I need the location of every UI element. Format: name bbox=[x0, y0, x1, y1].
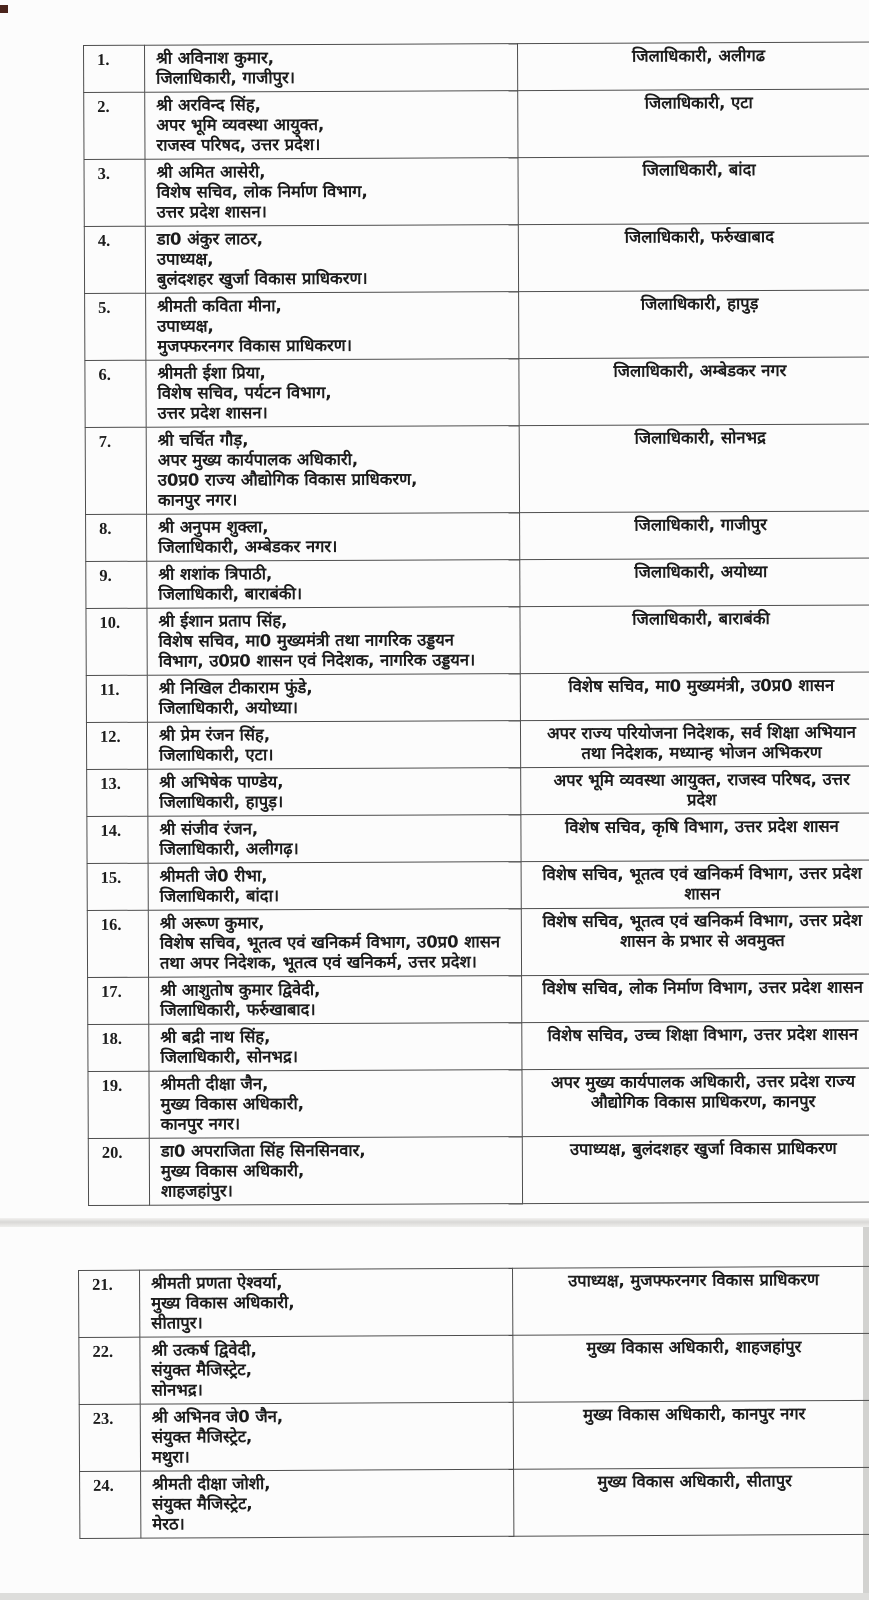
current-post-line: श्री अभिषेक पाण्डेय, bbox=[159, 772, 284, 792]
table-row bbox=[79, 1400, 869, 1471]
current-post-line: मथुरा। bbox=[151, 1447, 190, 1467]
current-post-line: उ0प्र0 राज्य औद्योगिक विकास प्राधिकरण, bbox=[157, 469, 418, 490]
table-row bbox=[84, 156, 869, 226]
current-post-line: श्री अविनाश कुमार, bbox=[156, 48, 275, 68]
current-post-line: जिलाधिकारी, सोनभद्र। bbox=[160, 1047, 299, 1067]
officer-name-and-current-post bbox=[148, 909, 521, 978]
current-post-line: श्री चर्चित गौड़, bbox=[157, 430, 249, 450]
current-post-line: कानपुर नगर। bbox=[157, 490, 238, 510]
table-row bbox=[88, 974, 869, 1024]
new-posting: विशेष सचिव, लोक निर्माण विभाग, उत्तर प्रदेश शासन bbox=[522, 974, 869, 1023]
table-row bbox=[88, 1021, 869, 1071]
current-post-line: जिलाधिकारी, गाजीपुर। bbox=[156, 68, 296, 88]
page-seam-divider bbox=[0, 1218, 869, 1227]
table-row bbox=[87, 907, 869, 977]
current-post-line: विशेष सचिव, लोक निर्माण विभाग, bbox=[156, 181, 368, 202]
transfer-table-page1 bbox=[83, 42, 869, 1206]
current-post-line: डा0 अपराजिता सिंह सिनसिनवार, bbox=[160, 1140, 366, 1161]
row-serial-number: 10. bbox=[86, 608, 147, 675]
table-row bbox=[79, 1266, 869, 1337]
current-post-line: श्री प्रेम रंजन सिंह, bbox=[158, 725, 271, 745]
current-post-line: अपर मुख्य कार्यपालक अधिकारी, bbox=[157, 449, 359, 470]
table-row bbox=[88, 1135, 869, 1205]
current-post-line: मुजफ्फरनगर विकास प्राधिकरण। bbox=[157, 335, 352, 356]
current-post-line: विशेष सचिव, मा0 मुख्यमंत्री तथा नागरिक उड्डयन bbox=[158, 630, 454, 651]
current-post-line: कानपुर नगर। bbox=[160, 1114, 241, 1134]
officer-name-and-current-post bbox=[146, 292, 519, 361]
new-posting: उपाध्यक्ष, बुलंदशहर खुर्जा विकास प्राधिकरण bbox=[522, 1135, 869, 1204]
scan-edge-bottom bbox=[0, 1593, 869, 1600]
row-serial-number: 11. bbox=[86, 675, 147, 722]
row-serial-number: 3. bbox=[84, 159, 145, 226]
row-serial-number: 1. bbox=[84, 45, 145, 92]
row-serial-number: 22. bbox=[79, 1337, 140, 1404]
current-post-line: जिलाधिकारी, बांदा। bbox=[159, 886, 280, 906]
current-post-line: जिलाधिकारी, फर्रुखाबाद। bbox=[160, 999, 316, 1020]
row-serial-number: 18. bbox=[88, 1024, 149, 1071]
officer-name-and-current-post bbox=[149, 976, 522, 1025]
table-row bbox=[84, 223, 869, 293]
table-row bbox=[80, 1467, 869, 1538]
current-post-line: उत्तर प्रदेश शासन। bbox=[156, 202, 267, 222]
officer-name-and-current-post bbox=[140, 1402, 513, 1471]
current-post-line: जिलाधिकारी, बाराबंकी। bbox=[158, 584, 303, 604]
row-serial-number: 17. bbox=[88, 977, 149, 1024]
row-serial-number: 2. bbox=[84, 92, 145, 159]
officer-name-and-current-post bbox=[147, 513, 520, 562]
new-posting: अपर मुख्य कार्यपालक अधिकारी, उत्तर प्रदेश राज्य औद्योगिक विकास प्राधिकरण, कानपुर bbox=[522, 1068, 869, 1137]
current-post-line: राजस्व परिषद, उत्तर प्रदेश। bbox=[156, 134, 321, 155]
new-posting: अपर राज्य परियोजना निदेशक, सर्व शिक्षा अभियान तथा निदेशक, मध्यान्ह भोजन अभिकरण bbox=[520, 719, 869, 768]
new-posting: जिलाधिकारी, बाराबंकी bbox=[520, 605, 869, 674]
new-posting: जिलाधिकारी, बांदा bbox=[518, 156, 869, 225]
new-posting: विशेष सचिव, भूतत्व एवं खनिकर्म विभाग, उत्तर प्रदेश शासन bbox=[521, 860, 869, 909]
current-post-line: उपाध्यक्ष, bbox=[156, 249, 214, 269]
current-post-line: मुख्य विकास अधिकारी, bbox=[160, 1161, 305, 1181]
new-posting: जिलाधिकारी, अयोध्या bbox=[520, 558, 869, 607]
current-post-line: श्री संजीव रंजन, bbox=[159, 819, 259, 839]
table-row bbox=[85, 424, 869, 514]
current-post-line: उपाध्यक्ष, bbox=[157, 316, 214, 336]
row-serial-number: 9. bbox=[86, 561, 147, 608]
current-post-line: श्रीमती कविता मीना, bbox=[157, 296, 282, 316]
new-posting: जिलाधिकारी, फर्रुखाबाद bbox=[518, 223, 869, 292]
officer-name-and-current-post bbox=[148, 815, 521, 864]
current-post-line: मेरठ। bbox=[152, 1514, 185, 1534]
current-post-line: श्रीमती प्रणता ऐश्वर्या, bbox=[151, 1272, 283, 1293]
officer-name-and-current-post bbox=[148, 768, 521, 817]
row-serial-number: 24. bbox=[80, 1471, 141, 1538]
current-post-line: श्री उत्कर्ष द्विवेदी, bbox=[151, 1340, 257, 1360]
current-post-line: विशेष सचिव, पर्यटन विभाग, bbox=[157, 382, 332, 403]
new-posting: विशेष सचिव, भूतत्व एवं खनिकर्म विभाग, उत्तर प्रदेश शासन के प्रभार से अवमुक्त bbox=[521, 907, 869, 976]
officer-name-and-current-post bbox=[140, 1335, 513, 1404]
row-serial-number: 8. bbox=[86, 514, 147, 561]
new-posting: जिलाधिकारी, अलीगढ bbox=[517, 42, 869, 91]
new-posting: विशेष सचिव, मा0 मुख्यमंत्री, उ0प्र0 शासन bbox=[520, 672, 869, 721]
officer-name-and-current-post bbox=[145, 44, 518, 93]
current-post-line: श्रीमती दीक्षा जोशी, bbox=[152, 1473, 271, 1494]
current-post-line: सोनभद्र। bbox=[151, 1380, 203, 1400]
current-post-line: श्री निखिल टीकाराम फुंडे, bbox=[158, 678, 313, 698]
table-row bbox=[87, 860, 869, 910]
current-post-line: जिलाधिकारी, अलीगढ़। bbox=[159, 839, 299, 859]
current-post-line: मुख्य विकास अधिकारी, bbox=[151, 1292, 295, 1313]
officer-name-and-current-post bbox=[140, 1268, 513, 1337]
officer-name-and-current-post bbox=[149, 1023, 522, 1072]
table-row bbox=[87, 766, 869, 816]
current-post-line: श्री अरविन्द सिंह, bbox=[156, 95, 261, 115]
current-post-line: डा0 अंकुर लाठर, bbox=[156, 229, 264, 249]
current-post-line: बुलंदशहर खुर्जा विकास प्राधिकरण। bbox=[156, 268, 368, 289]
transfer-table-page2-body bbox=[79, 1266, 869, 1538]
current-post-line: मुख्य विकास अधिकारी, bbox=[160, 1094, 305, 1114]
current-post-line: संयुक्त मैजिस्ट्रेट, bbox=[152, 1494, 253, 1514]
officer-name-and-current-post bbox=[147, 607, 520, 676]
current-post-line: संयुक्त मैजिस्ट्रेट, bbox=[151, 1360, 252, 1380]
current-post-line: श्री अनुपम शुक्ला, bbox=[158, 517, 269, 537]
officer-name-and-current-post bbox=[147, 560, 520, 609]
officer-name-and-current-post bbox=[149, 1070, 522, 1139]
current-post-line: विभाग, उ0प्र0 शासन एवं निदेशक, नागरिक उड्डयन। bbox=[158, 650, 476, 671]
table-row bbox=[86, 719, 869, 769]
officer-name-and-current-post bbox=[145, 225, 518, 294]
current-post-line: श्री अरूण कुमार, bbox=[159, 913, 265, 933]
new-posting: जिलाधिकारी, गाजीपुर bbox=[520, 511, 869, 560]
new-posting: जिलाधिकारी, सोनभद्र bbox=[519, 424, 869, 513]
current-post-line: श्री अमित आसेरी, bbox=[156, 162, 266, 182]
current-post-line: संयुक्त मैजिस्ट्रेट, bbox=[151, 1427, 253, 1447]
current-post-line: श्रीमती दीक्षा जैन, bbox=[160, 1074, 269, 1094]
new-posting: उपाध्यक्ष, मुजफ्फरनगर विकास प्राधिकरण bbox=[512, 1266, 869, 1335]
table-row bbox=[86, 511, 869, 561]
officer-name-and-current-post bbox=[149, 1137, 522, 1206]
current-post-line: श्री ईशान प्रताप सिंह, bbox=[158, 611, 288, 631]
new-posting: जिलाधिकारी, अम्बेडकर नगर bbox=[519, 357, 869, 426]
officer-name-and-current-post bbox=[145, 158, 518, 227]
table-row bbox=[88, 1068, 869, 1138]
current-post-line: श्री आशुतोष कुमार द्विवेदी, bbox=[160, 979, 321, 1000]
current-post-line: श्री बद्री नाथ सिंह, bbox=[160, 1027, 271, 1047]
current-post-line: तथा अपर निदेशक, भूतत्व एवं खनिकर्म, उत्तर प्रदेश। bbox=[159, 952, 477, 973]
officer-name-and-current-post bbox=[141, 1469, 514, 1538]
current-post-line: अपर भूमि व्यवस्था आयुक्त, bbox=[156, 114, 325, 135]
current-post-line: विशेष सचिव, भूतत्व एवं खनिकर्म विभाग, उ0प्र0 शासन bbox=[159, 932, 501, 953]
scan-artifact-mark bbox=[0, 5, 8, 13]
table-row bbox=[86, 605, 869, 675]
table-row bbox=[79, 1333, 869, 1404]
new-posting: जिलाधिकारी, हापुड़ bbox=[519, 290, 869, 359]
officer-name-and-current-post bbox=[148, 862, 521, 911]
transfer-table-page2 bbox=[78, 1266, 869, 1539]
current-post-line: जिलाधिकारी, अयोध्या। bbox=[158, 698, 299, 718]
table-row bbox=[87, 813, 869, 863]
current-post-line: श्रीमती ईशा प्रिया, bbox=[157, 363, 266, 383]
row-serial-number: 6. bbox=[85, 360, 146, 427]
new-posting: मुख्य विकास अधिकारी, सीतापुर bbox=[514, 1467, 869, 1536]
new-posting: अपर भूमि व्यवस्था आयुक्त, राजस्व परिषद, उत्तर प्रदेश bbox=[521, 766, 869, 815]
current-post-line: श्रीमती जे0 रीभा, bbox=[159, 866, 268, 886]
new-posting: विशेष सचिव, कृषि विभाग, उत्तर प्रदेश शासन bbox=[521, 813, 869, 862]
table-row bbox=[84, 89, 869, 159]
row-serial-number: 7. bbox=[85, 427, 146, 514]
new-posting: मुख्य विकास अधिकारी, शाहजहांपुर bbox=[513, 1333, 869, 1402]
row-serial-number: 14. bbox=[87, 816, 148, 863]
current-post-line: जिलाधिकारी, हापुड़। bbox=[159, 792, 284, 812]
row-serial-number: 20. bbox=[88, 1138, 149, 1205]
new-posting: विशेष सचिव, उच्च शिक्षा विभाग, उत्तर प्रदेश शासन bbox=[522, 1021, 869, 1070]
row-serial-number: 19. bbox=[88, 1071, 149, 1138]
row-serial-number: 21. bbox=[79, 1270, 140, 1337]
current-post-line: जिलाधिकारी, अम्बेडकर नगर। bbox=[158, 536, 338, 557]
officer-name-and-current-post bbox=[145, 91, 518, 160]
officer-name-and-current-post bbox=[146, 426, 519, 515]
row-serial-number: 16. bbox=[87, 910, 148, 977]
row-serial-number: 13. bbox=[87, 769, 148, 816]
row-serial-number: 5. bbox=[85, 293, 146, 360]
table-row bbox=[86, 672, 869, 722]
transfer-table-page1-body bbox=[84, 42, 869, 1205]
row-serial-number: 23. bbox=[79, 1404, 140, 1471]
current-post-line: शाहजहांपुर। bbox=[160, 1181, 233, 1201]
current-post-line: सीतापुर। bbox=[151, 1313, 203, 1333]
row-serial-number: 4. bbox=[84, 226, 145, 293]
current-post-line: श्री शशांक त्रिपाठी, bbox=[158, 564, 273, 584]
current-post-line: जिलाधिकारी, एटा। bbox=[159, 745, 274, 765]
table-row bbox=[84, 42, 869, 92]
table-row bbox=[85, 290, 869, 360]
officer-name-and-current-post bbox=[147, 674, 520, 723]
row-serial-number: 12. bbox=[86, 722, 147, 769]
new-posting: मुख्य विकास अधिकारी, कानपुर नगर bbox=[513, 1400, 869, 1469]
officer-name-and-current-post bbox=[146, 359, 519, 428]
current-post-line: उत्तर प्रदेश शासन। bbox=[157, 403, 268, 423]
current-post-line: श्री अभिनव जे0 जैन, bbox=[151, 1406, 284, 1427]
table-row bbox=[85, 357, 869, 427]
new-posting: जिलाधिकारी, एटा bbox=[518, 89, 869, 158]
row-serial-number: 15. bbox=[87, 863, 148, 910]
officer-name-and-current-post bbox=[147, 721, 520, 770]
table-row bbox=[86, 558, 869, 608]
